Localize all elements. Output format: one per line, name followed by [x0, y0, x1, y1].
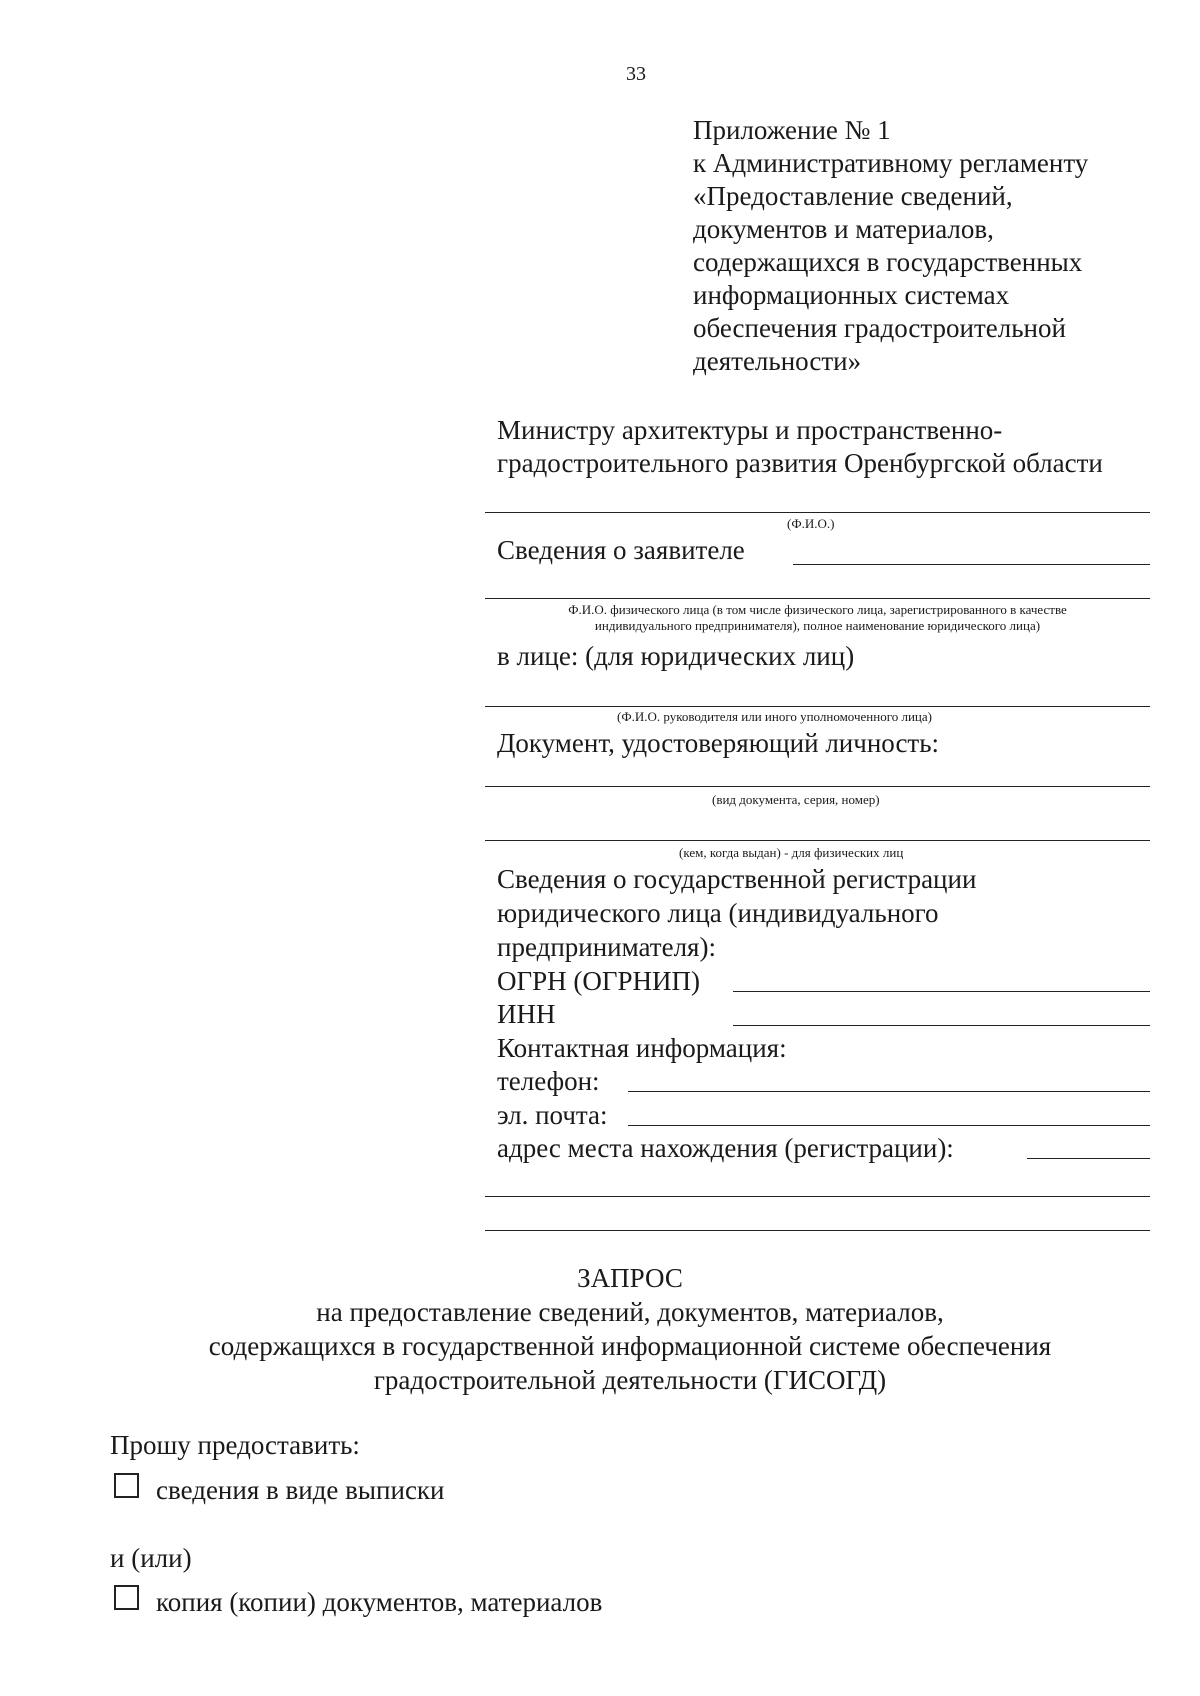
applicant-caption-line: Ф.И.О. физического лица (в том числе физического лица, зарегистрированного в качестве [568, 602, 1067, 617]
id-doc-label: Документ, удостоверяющий личность: [497, 728, 940, 758]
id-doc-caption: (вид документа, серия, номер) [712, 792, 880, 807]
registration-line: предпринимателя): [497, 932, 716, 962]
appendix-line: к Административному регламенту [693, 148, 1089, 178]
appendix-line: Приложение № 1 [693, 115, 891, 145]
applicant-line[interactable] [485, 598, 1150, 599]
applicant-caption-line: индивидуального предпринимателя), полное наименование юридического лица) [594, 618, 1041, 633]
copies-option-label: копия (копии) документов, материалов [156, 1587, 603, 1617]
request-subtitle-line: содержащихся в государственной информационной системе обеспечения [208, 1331, 1052, 1361]
page-number: 33 [626, 63, 646, 85]
fio-caption: (Ф.И.О.) [787, 516, 835, 531]
ogrn-line[interactable] [733, 991, 1150, 992]
request-title: ЗАПРОС [577, 1263, 683, 1293]
id-doc-issued-line[interactable] [485, 840, 1150, 841]
appendix-block [693, 114, 1088, 378]
ogrn-label: ОГРН (ОГРНИП) [497, 966, 700, 996]
options-intro: Прошу предоставить: [110, 1430, 360, 1460]
address-label: адрес места нахождения (регистрации): [497, 1133, 954, 1163]
request-subtitle-line: на предоставление сведений, документов, материалов, [316, 1297, 944, 1327]
appendix-line: документов и материалов, [693, 214, 994, 244]
registration-line: Сведения о государственной регистрации [497, 864, 977, 894]
copies-checkbox[interactable] [114, 1585, 139, 1610]
fio-line[interactable] [485, 512, 1150, 513]
representative-line[interactable] [485, 706, 1150, 707]
email-line[interactable] [628, 1125, 1150, 1126]
request-subtitle-line: градостроительной деятельности (ГИСОГД) [373, 1365, 887, 1395]
options-connector: и (или) [110, 1543, 192, 1573]
extract-option-label: сведения в виде выписки [156, 1475, 445, 1505]
phone-line[interactable] [628, 1091, 1150, 1092]
inn-line[interactable] [733, 1025, 1150, 1026]
representative-label: в лице: (для юридических лиц) [497, 641, 855, 671]
applicant-label: Сведения о заявителе [497, 535, 745, 565]
applicant-caption [485, 602, 1150, 634]
representative-caption: (Ф.И.О. руководителя или иного уполномоченного лица) [617, 709, 932, 724]
appendix-line: обеспечения градостроительной [693, 313, 1066, 343]
addressee-line: градостроительного развития Оренбургской области [497, 448, 1103, 478]
applicant-inline-line[interactable] [793, 564, 1150, 565]
inn-label: ИНН [497, 999, 556, 1029]
appendix-line: «Предоставление сведений, [693, 181, 1013, 211]
contact-label: Контактная информация: [497, 1033, 787, 1063]
appendix-line: содержащихся в государственных [693, 247, 1083, 277]
addressee-line: Министру архитектуры и пространственно- [497, 415, 1003, 445]
address-line[interactable] [485, 1230, 1150, 1231]
extract-checkbox[interactable] [114, 1473, 139, 1498]
appendix-line: информационных системах [693, 280, 1010, 310]
address-inline-line[interactable] [1027, 1158, 1150, 1159]
phone-label: телефон: [497, 1066, 600, 1096]
address-line[interactable] [485, 1196, 1150, 1197]
email-label: эл. почта: [497, 1100, 608, 1130]
id-doc-line[interactable] [485, 786, 1150, 787]
appendix-line: деятельности» [693, 346, 862, 376]
registration-line: юридического лица (индивидуального [497, 898, 939, 928]
id-doc-issued-caption: (кем, когда выдан) - для физических лиц [679, 845, 904, 860]
